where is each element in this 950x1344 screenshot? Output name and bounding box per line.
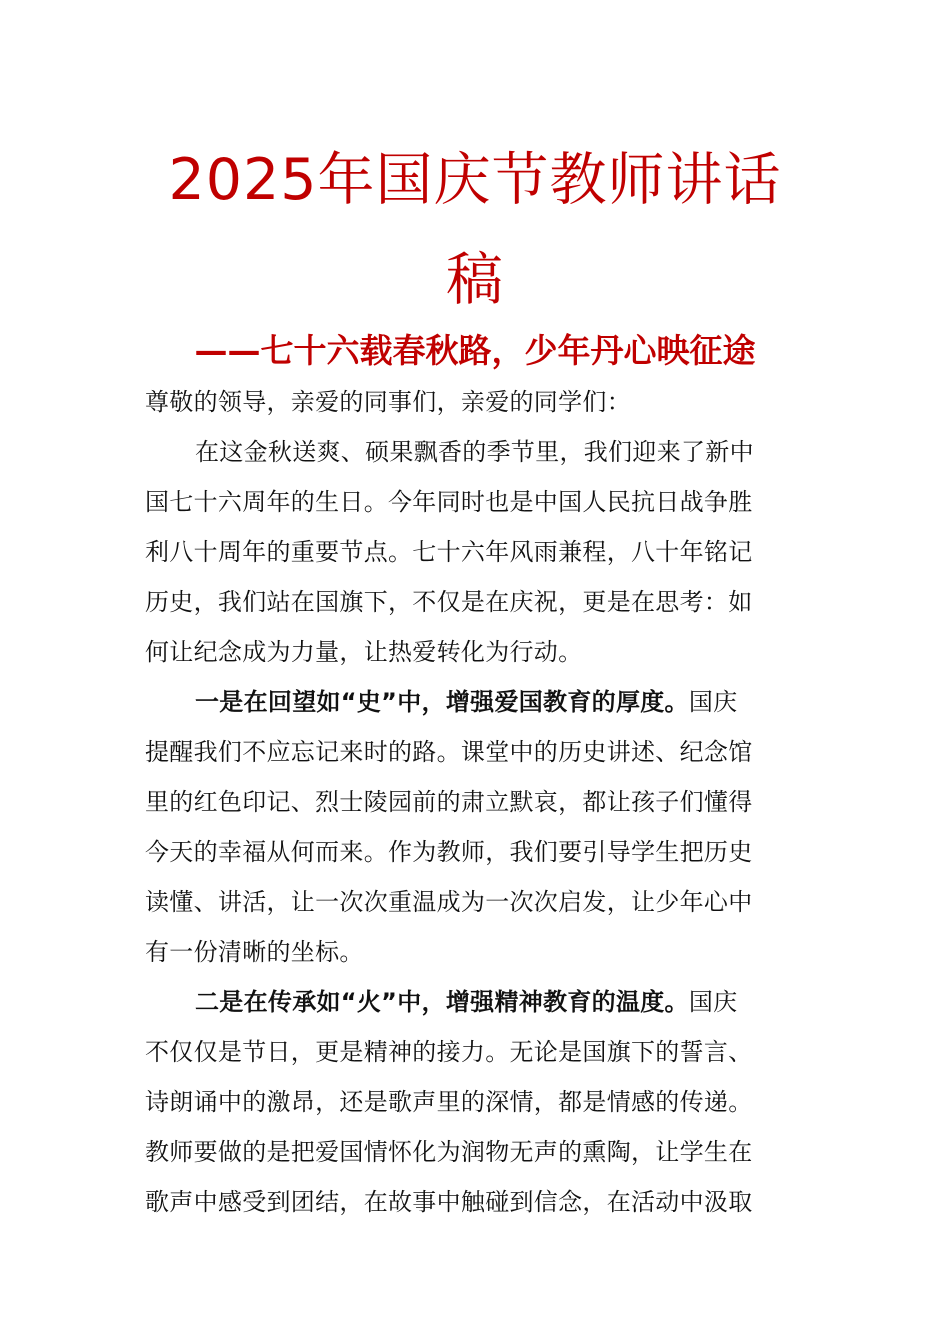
- paragraph-text: 国庆: [688, 688, 738, 716]
- paragraph-line: 在这金秋送爽、硕果飘香的季节里，我们迎来了新中: [195, 438, 754, 466]
- paragraph-line: 历史，我们站在国旗下，不仅是在庆祝，更是在思考：如: [145, 588, 753, 616]
- paragraph-line: 诗朗诵中的激昂，还是歌声里的深情，都是情感的传递。: [145, 1088, 753, 1116]
- paragraph-heading: 二是在传承如“火”中，增强精神教育的温度。: [195, 988, 689, 1016]
- paragraph-text: 国庆: [688, 988, 738, 1016]
- paragraph-line: 读懂、讲活，让一次次重温成为一次次启发，让少年心中: [145, 888, 753, 916]
- paragraph-line: 教师要做的是把爱国情怀化为润物无声的熏陶，让学生在: [145, 1138, 753, 1166]
- paragraph-line: 不仅仅是节日，更是精神的接力。无论是国旗下的誓言、: [145, 1038, 753, 1066]
- document-title-line-2: 稿: [446, 247, 504, 313]
- salutation: 尊敬的领导，亲爱的同事们，亲爱的同学们：: [145, 388, 631, 416]
- document-body: [145, 377, 810, 1227]
- paragraph-line: 何让纪念成为力量，让热爱转化为行动。: [145, 638, 583, 666]
- paragraph-line: 有一份清晰的坐标。: [145, 938, 364, 966]
- paragraph-line: 国七十六周年的生日。今年同时也是中国人民抗日战争胜: [145, 488, 753, 516]
- paragraph-line: 今天的幸福从何而来。作为教师，我们要引导学生把历史: [145, 838, 753, 866]
- paragraph-heading: 一是在回望如“史”中，增强爱国教育的厚度。: [195, 688, 689, 716]
- paragraph-first-line: [145, 977, 810, 1027]
- paragraph-3: [145, 977, 810, 1227]
- paragraph-line: 提醒我们不应忘记来时的路。课堂中的历史讲述、纪念馆: [145, 738, 753, 766]
- paragraph-line: 歌声中感受到团结，在故事中触碰到信念，在活动中汲取: [145, 1188, 753, 1216]
- paragraph-2: [145, 677, 810, 977]
- paragraph-line: 利八十周年的重要节点。七十六年风雨兼程，八十年铭记: [145, 538, 753, 566]
- paragraph-line: 里的红色印记、烈士陵园前的肃立默哀，都让孩子们懂得: [145, 788, 753, 816]
- document-subtitle: ——七十六载春秋路，少年丹心映征途: [194, 331, 756, 370]
- document-title-line-1: 2025年国庆节教师讲话: [168, 147, 782, 213]
- paragraph-first-line: [145, 677, 810, 727]
- paragraph-1: [145, 427, 810, 677]
